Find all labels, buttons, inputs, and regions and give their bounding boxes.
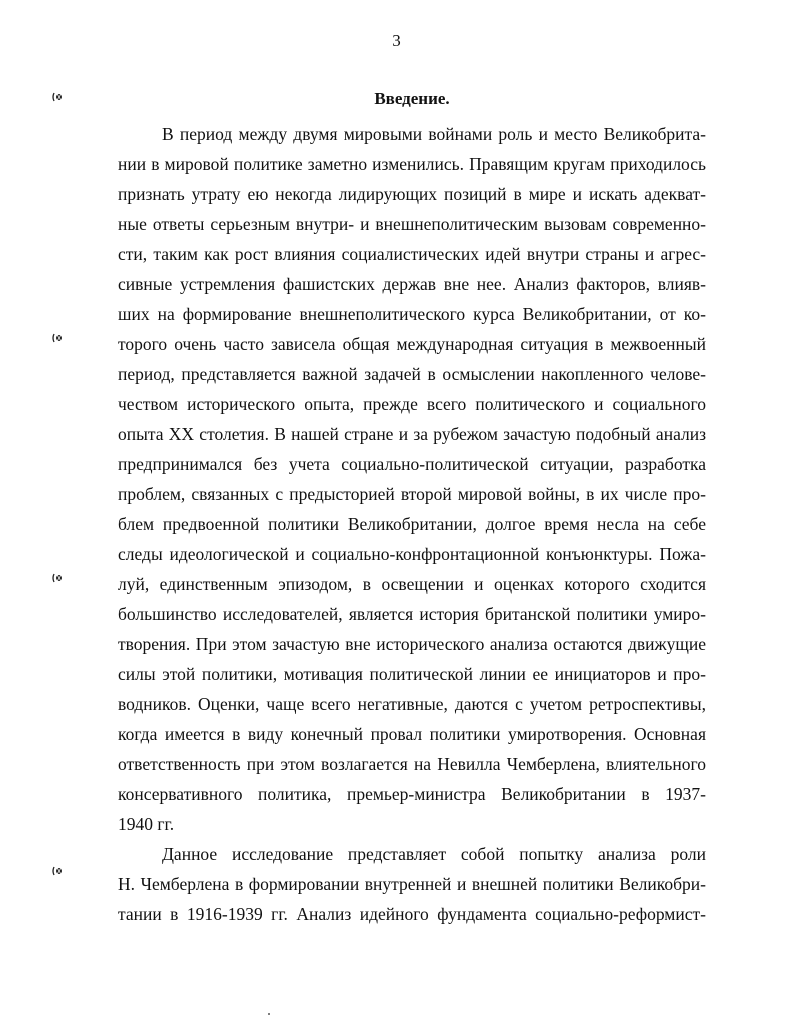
text-line: сти, таким как рост влияния социалистических идей внутри страны и агрес-: [118, 244, 706, 264]
text-line: предпринимался без учета социально-политической ситуации, разработка: [118, 454, 706, 474]
margin-mark-icon: [52, 573, 64, 583]
margin-mark-icon: [52, 92, 64, 102]
text-line: сивные устремления фашистских держав вне нее. Анализ факторов, влияв-: [118, 274, 706, 294]
text-line: торого очень часто зависела общая международная ситуация в межвоенный: [118, 334, 706, 354]
text-line: 1940 гг.: [118, 814, 175, 834]
text-line: проблем, связанных с предысторией второй мировой войны, в их числе про-: [118, 484, 706, 504]
text-line: чеством исторического опыта, прежде всего политического и социального: [118, 394, 706, 414]
text-line: нии в мировой политике заметно изменились. Правящим кругам приходилось: [118, 154, 706, 174]
text-line: следы идеологической и социально-конфронтационной конъюнктуры. Пожа-: [118, 544, 706, 564]
section-title: Введение.: [374, 89, 450, 108]
text-line: большинство исследователей, является история британской политики умиро-: [118, 604, 706, 624]
scan-speck: [268, 1013, 270, 1015]
text-line: когда имеется в виду конечный провал политики умиротворения. Основная: [118, 724, 706, 744]
text-line: Н. Чемберлена в формировании внутренней и внешней политики Великобри-: [118, 874, 706, 894]
text-line: луй, единственным эпизодом, в освещении и оценках которого сходится: [118, 574, 706, 594]
text-line: Данное исследование представляет собой попытку анализа роли: [162, 844, 706, 864]
text-line: ших на формирование внешнеполитического курса Великобритании, от ко-: [118, 304, 706, 324]
text-line: период, представляется важной задачей в осмыслении накопленного челове-: [118, 364, 706, 384]
text-line: силы этой политики, мотивация политической линии ее инициаторов и про-: [118, 664, 706, 684]
text-line: тании в 1916-1939 гг. Анализ идейного фундамента социально-реформист-: [118, 904, 706, 924]
page-number: 3: [392, 31, 401, 50]
text-line: творения. При этом зачастую вне исторического анализа остаются движущие: [118, 634, 706, 654]
text-line: ответственность при этом возлагается на Невилла Чемберлена, влиятельного: [118, 754, 706, 774]
text-line: признать утрату ею некогда лидирующих позиций в мире и искать адекват-: [118, 184, 706, 204]
text-line: В период между двумя мировыми войнами роль и место Великобрита-: [162, 124, 706, 144]
text-line: опыта XX столетия. В нашей стране и за рубежом зачастую подобный анализ: [118, 424, 706, 444]
margin-mark-icon: [52, 866, 64, 876]
text-line: ные ответы серьезным внутри- и внешнеполитическим вызовам современно-: [118, 214, 706, 234]
text-line: водников. Оценки, чаще всего негативные, даются с учетом ретроспективы,: [118, 694, 706, 714]
text-line: блем предвоенной политики Великобритании, долгое время несла на себе: [118, 514, 706, 534]
margin-mark-icon: [52, 333, 64, 343]
text-line: консервативного политика, премьер-министра Великобритании в 1937-: [118, 784, 706, 804]
